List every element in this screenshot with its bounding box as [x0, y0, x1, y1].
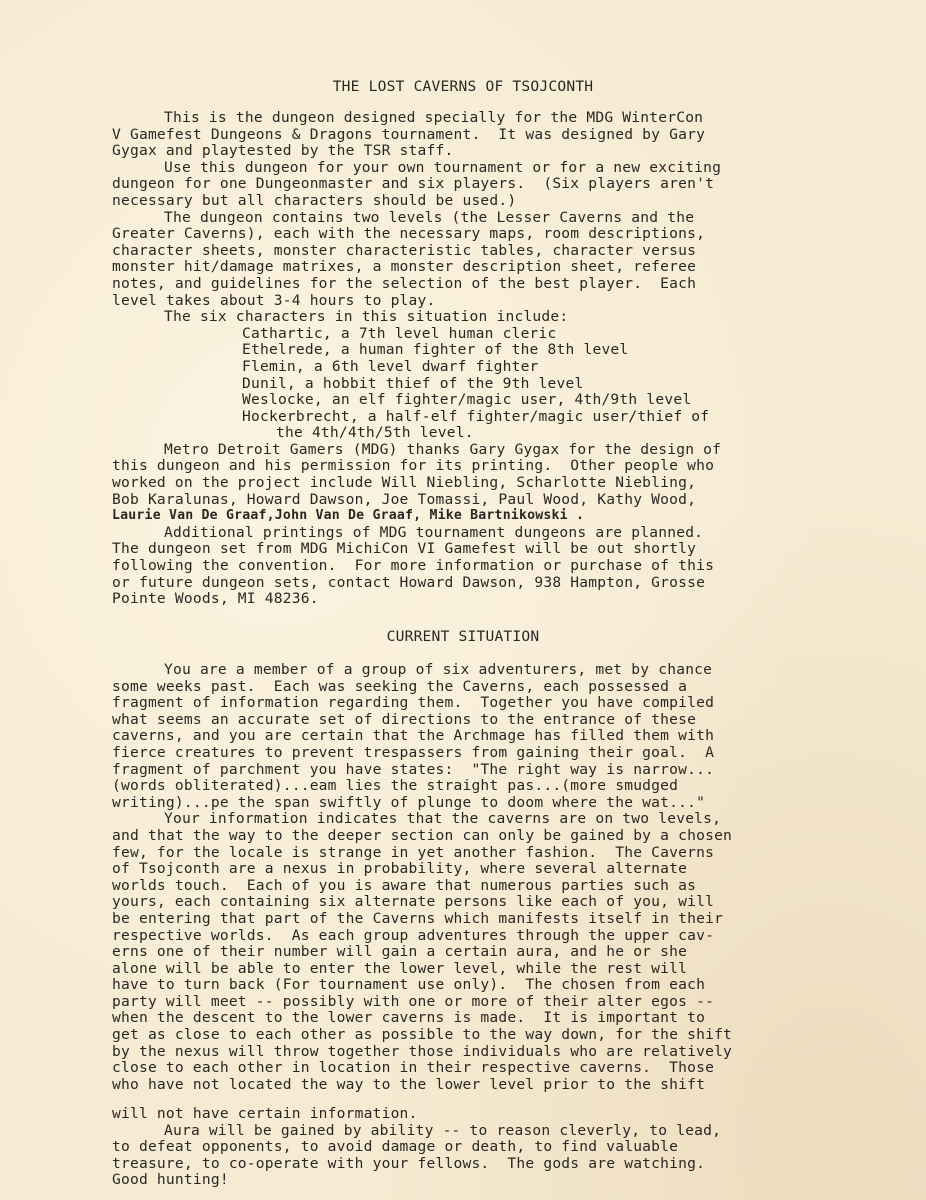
situation-line: of Tsojconth are a nexus in probability, where several alternate — [112, 860, 688, 878]
intro-line: or future dungeon sets, contact Howard Dawson, 938 Hampton, Grosse — [112, 573, 706, 591]
situation-line: erns one of their number will gain a certain aura, and he or she — [112, 943, 688, 961]
page-title: THE LOST CAVERNS OF TSOJCONTH — [332, 78, 594, 95]
situation-line: fragment of parchment you have states: "The right way is narrow... — [112, 760, 715, 778]
situation-line: respective worlds. As each group adventures through the upper cav- — [112, 926, 715, 944]
situation-line: some weeks past. Each was seeking the Caverns, each possessed a — [112, 677, 688, 695]
situation-line: worlds touch. Each of you is aware that numerous parties such as — [112, 876, 697, 894]
intro-line: Laurie Van De Graaf,John Van De Graaf, Mike Bartnikowski . — [112, 508, 585, 524]
situation-line: few, for the locale is strange in yet another fashion. The Caverns — [112, 843, 715, 861]
intro-line: The dungeon set from MDG MichiCon VI Gamefest will be out shortly — [112, 540, 697, 558]
situation-line: and that the way to the deeper section can only be gained by a chosen — [112, 826, 733, 844]
situation-line: fierce creatures to prevent trespassers from gaining their goal. A — [112, 743, 715, 761]
situation-line: (words obliterated)...eam lies the straight pas...(more smudged — [112, 777, 679, 795]
intro-section — [112, 110, 902, 608]
intro-line: the 4th/4th/5th level. — [276, 424, 474, 442]
situation-line: have to turn back (For tournament use only). The chosen from each — [112, 976, 706, 994]
intro-line: Bob Karalunas, Howard Dawson, Joe Tomassi, Paul Wood, Kathy Wood, — [112, 490, 697, 508]
situation-line: close to each other in location in their respective caverns. Those — [112, 1059, 715, 1077]
situation-line: writing)...pe the span swiftly of plunge to doom where the wat..." — [112, 793, 706, 811]
intro-line: This is the dungeon designed specially for the MDG WinterCon — [164, 109, 704, 126]
situation-line: be entering that part of the Caverns which manifests itself in their — [112, 909, 724, 927]
intro-line: V Gamefest Dungeons & Dragons tournament. It was designed by Gary — [112, 125, 706, 143]
intro-line: level takes about 3-4 hours to play. — [112, 291, 436, 309]
intro-line: The six characters in this situation include: — [164, 308, 569, 326]
intro-line: Weslocke, an elf fighter/magic user, 4th/9th level — [242, 391, 692, 409]
closing-line: will not have certain information. — [112, 1105, 418, 1122]
situation-line: yours, each containing six alternate persons like each of you, will — [112, 893, 715, 911]
intro-line: Flemin, a 6th level dwarf fighter — [242, 357, 539, 375]
section-heading: CURRENT SITUATION — [386, 628, 540, 645]
intro-line: this dungeon and his permission for its printing. Other people who — [112, 457, 715, 475]
closing-section — [112, 1106, 902, 1189]
intro-line: Use this dungeon for your own tournament or for a new exciting — [164, 158, 722, 176]
situation-line: who have not located the way to the lower level prior to the shift — [112, 1075, 706, 1093]
closing-line: Good hunting! — [112, 1171, 229, 1189]
intro-line: monster hit/damage matrixes, a monster description sheet, referee — [112, 258, 697, 276]
intro-line: Pointe Woods, MI 48236. — [112, 590, 319, 608]
intro-line: necessary but all characters should be used.) — [112, 191, 517, 209]
intro-line: Gygax and playtested by the TSR staff. — [112, 142, 454, 160]
intro-line: Greater Caverns), each with the necessary maps, room descriptions, — [112, 225, 706, 243]
intro-line: Hockerbrecht, a half-elf fighter/magic user/thief of — [242, 407, 710, 425]
intro-line: character sheets, monster characteristic tables, character versus — [112, 241, 697, 259]
closing-line: treasure, to co-operate with your fellows. The gods are watching. — [112, 1154, 706, 1172]
closing-line: to defeat opponents, to avoid damage or death, to find valuable — [112, 1138, 679, 1156]
intro-line: Ethelrede, a human fighter of the 8th level — [242, 341, 629, 359]
intro-line: Dunil, a hobbit thief of the 9th level — [242, 374, 584, 392]
intro-line: Additional printings of MDG tournament dungeons are planned. — [164, 523, 704, 541]
intro-line: notes, and guidelines for the selection of the best player. Each — [112, 274, 697, 292]
situation-line: fragment of information regarding them. Together you have compiled — [112, 694, 715, 712]
situation-line: Your information indicates that the caverns are on two levels, — [164, 810, 722, 828]
intro-line: worked on the project include Will Niebling, Scharlotte Niebling, — [112, 474, 697, 492]
intro-line: Cathartic, a 7th level human cleric — [242, 324, 557, 342]
intro-line: Metro Detroit Gamers (MDG) thanks Gary Gygax for the design of — [164, 440, 722, 458]
situation-line: when the descent to the lower caverns is made. It is important to — [112, 1009, 706, 1027]
intro-line: following the convention. For more information or purchase of this — [112, 557, 715, 575]
situation-section — [112, 662, 902, 1093]
closing-line: Aura will be gained by ability -- to reason cleverly, to lead, — [164, 1121, 722, 1139]
situation-line: caverns, and you are certain that the Archmage has filled them with — [112, 727, 715, 745]
situation-line: party will meet -- possibly with one or more of their alter egos -- — [112, 992, 715, 1010]
situation-line: get as close to each other as possible to the way down, for the shift — [112, 1026, 733, 1044]
intro-line: dungeon for one Dungeonmaster and six players. (Six players aren't — [112, 175, 715, 193]
intro-line: The dungeon contains two levels (the Lesser Caverns and the — [164, 208, 695, 226]
situation-line: alone will be able to enter the lower level, while the rest will — [112, 959, 688, 977]
situation-line: You are a member of a group of six adventurers, met by chance — [164, 661, 713, 678]
situation-line: by the nexus will throw together those individuals who are relatively — [112, 1042, 733, 1060]
situation-line: what seems an accurate set of directions to the entrance of these — [112, 710, 697, 728]
